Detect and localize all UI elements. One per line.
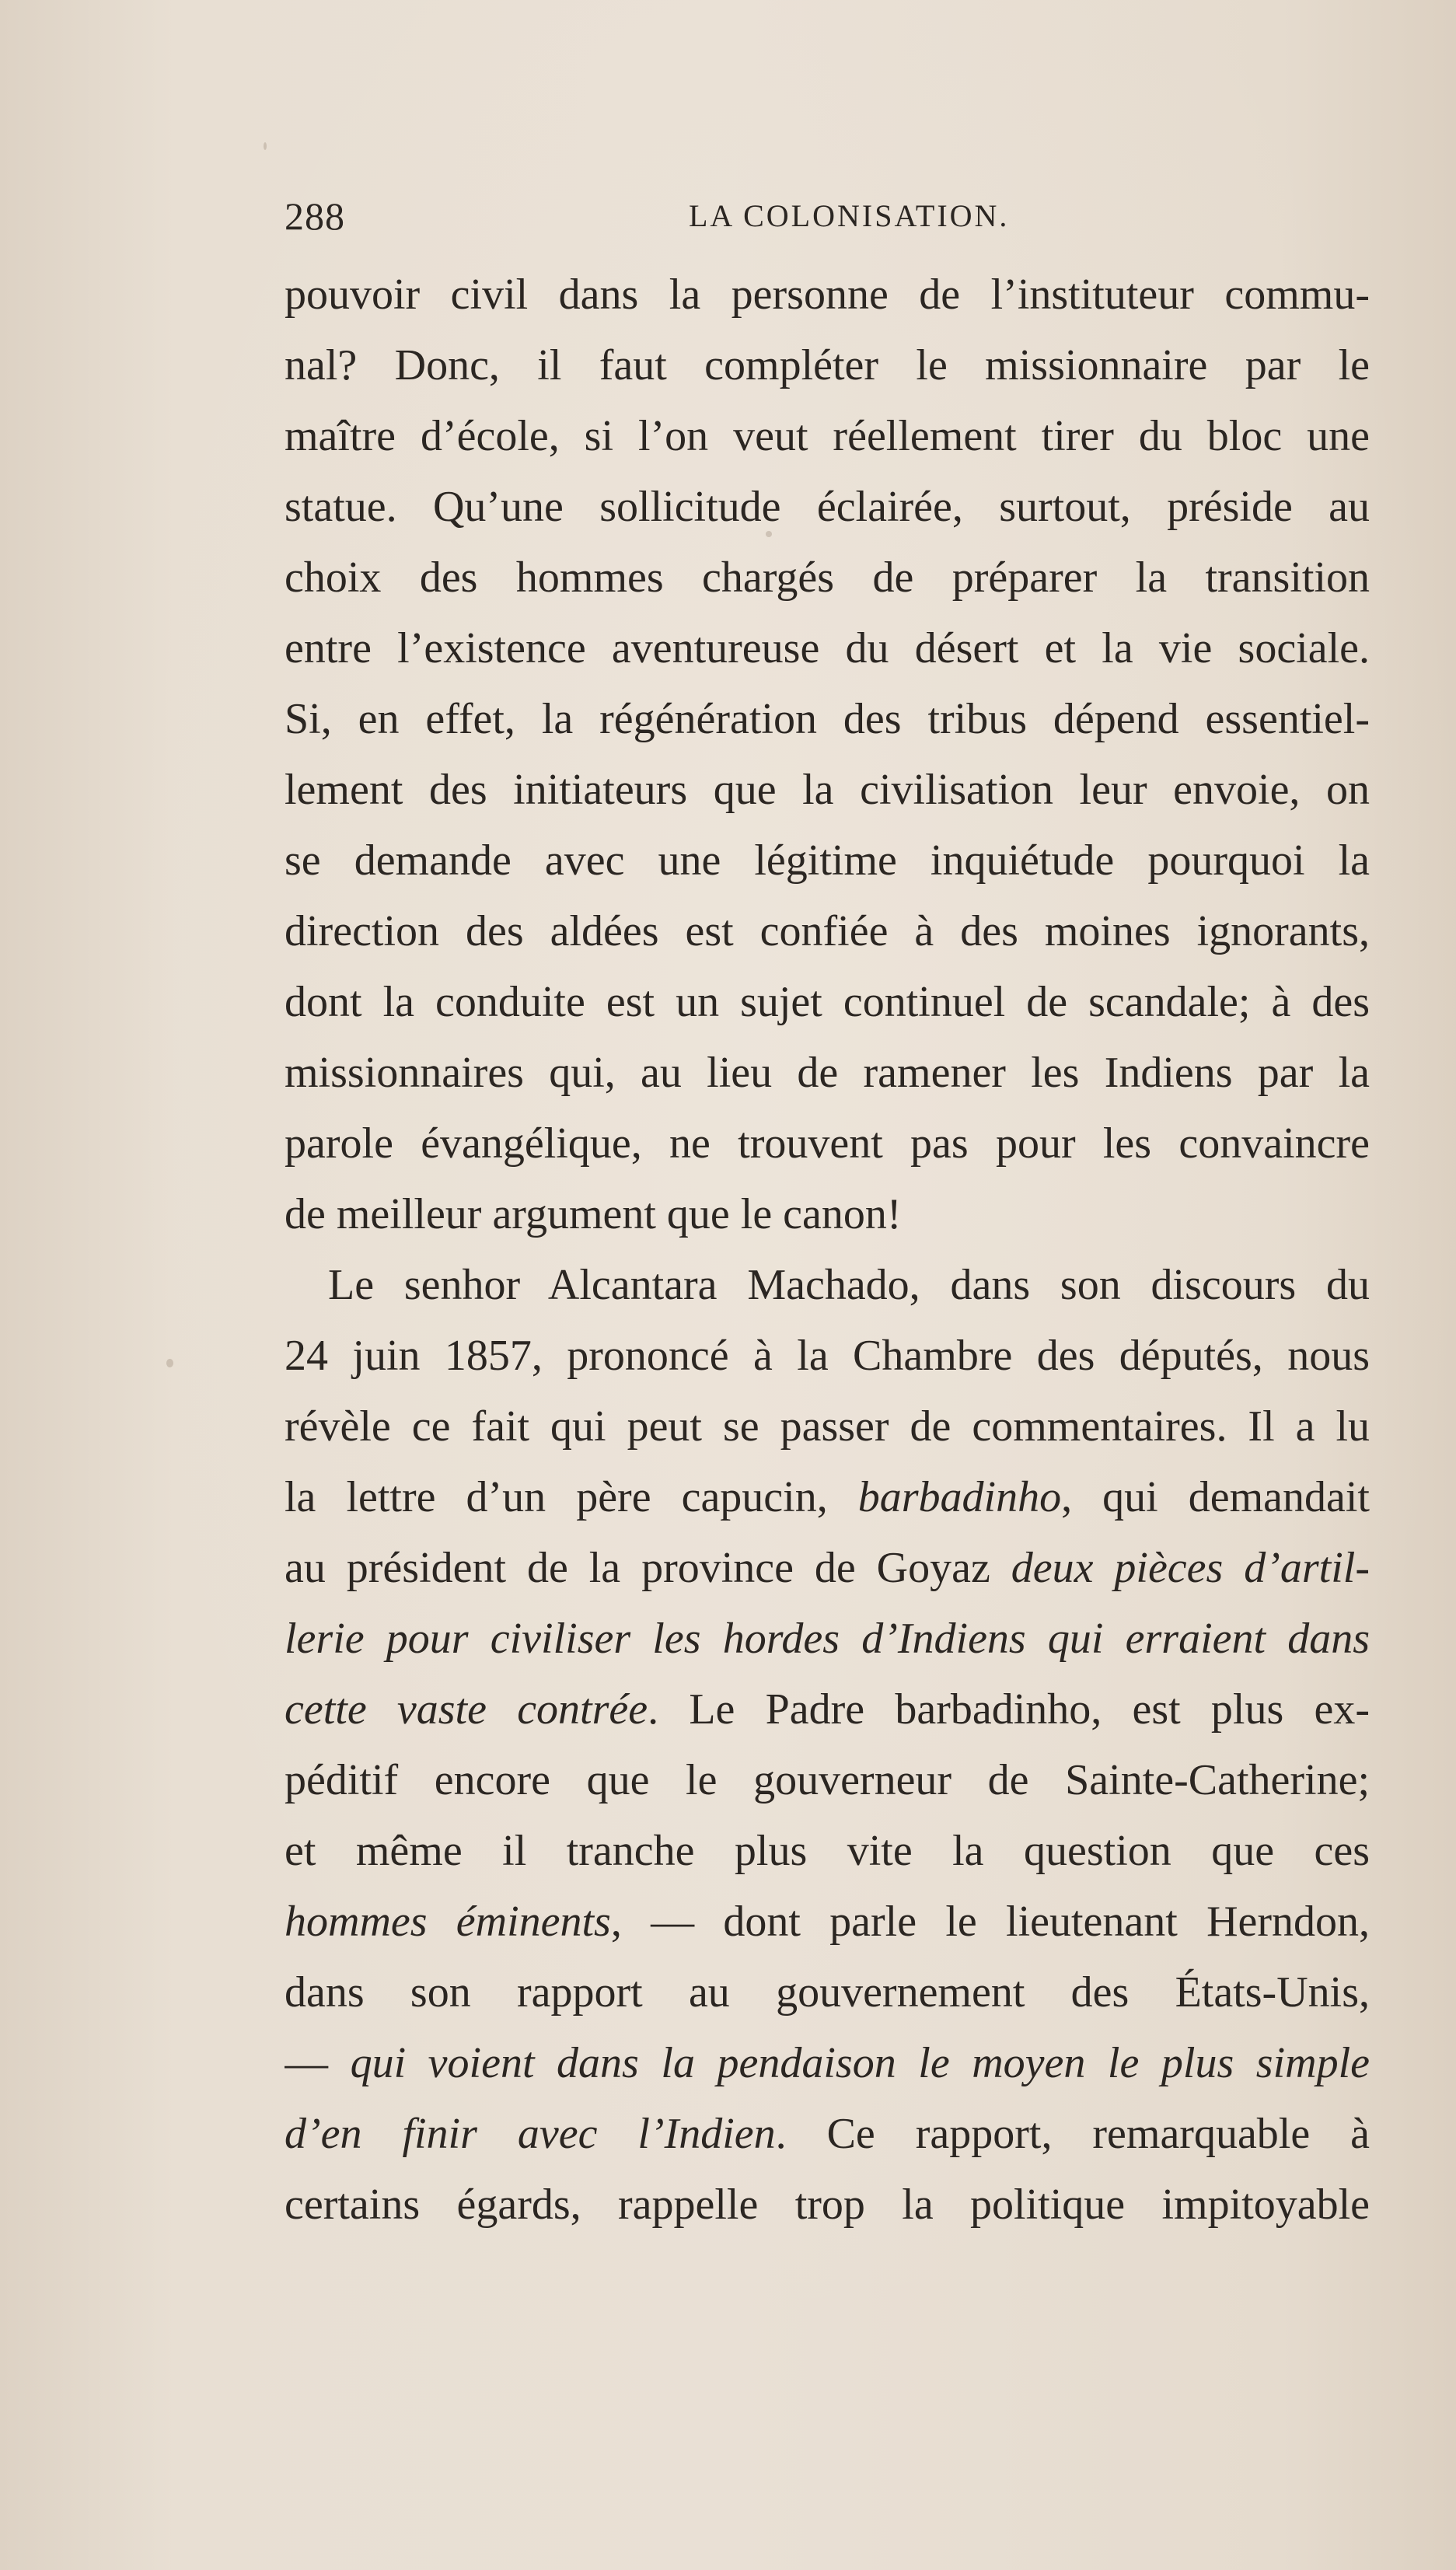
text-line: au président de la province de Goyaz deux pièces d’artil- xyxy=(285,1544,1370,1592)
text-line: statue. Qu’une sollicitude éclairée, surtout, préside au xyxy=(285,483,1370,531)
page-header xyxy=(285,189,1370,243)
text-line: lerie pour civiliser les hordes d’Indiens qui erraient dans xyxy=(285,1615,1370,1663)
text-line: choix des hommes chargés de préparer la transition xyxy=(285,553,1370,602)
text-line: 24 juin 1857, prononcé à la Chambre des députés, nous xyxy=(285,1332,1370,1380)
text-line: certains égards, rappelle trop la politique impitoyable xyxy=(285,2181,1370,2229)
text-line: dans son rapport au gouvernement des États-Unis, xyxy=(285,1968,1370,2017)
text-line: péditif encore que le gouverneur de Sainte-Catherine; xyxy=(285,1756,1370,1804)
text-line: de meilleur argument que le canon! xyxy=(285,1190,902,1238)
text-line: hommes éminents, — dont parle le lieutenant Herndon, xyxy=(285,1898,1370,1946)
text-line: direction des aldées est confiée à des moines ignorants, xyxy=(285,907,1370,955)
text-line: maître d’école, si l’on veut réellement tirer du bloc une xyxy=(285,412,1370,460)
text-line: dont la conduite est un sujet continuel de scandale; à des xyxy=(285,978,1370,1026)
text-line: entre l’existence aventureuse du désert et la vie sociale. xyxy=(285,624,1370,672)
text-line: Le senhor Alcantara Machado, dans son discours du xyxy=(328,1261,1370,1309)
text-line: pouvoir civil dans la personne de l’instituteur commu- xyxy=(285,271,1370,319)
text-line: missionnaires qui, au lieu de ramener les Indiens par la xyxy=(285,1049,1370,1097)
text-line: cette vaste contrée. Le Padre barbadinho, est plus ex- xyxy=(285,1685,1370,1734)
page-number: 288 xyxy=(285,194,345,238)
ink-speck xyxy=(166,1359,173,1367)
text-line: nal? Donc, il faut compléter le missionnaire par le xyxy=(285,341,1370,389)
text-line: et même il tranche plus vite la question que ces xyxy=(285,1827,1370,1875)
text-line: Si, en effet, la régénération des tribus dépend essentiel- xyxy=(285,695,1370,743)
body-text xyxy=(285,260,1370,2240)
text-line: — qui voient dans la pendaison le moyen le plus simple xyxy=(285,2039,1370,2087)
running-head: LA COLONISATION. xyxy=(689,198,1010,233)
text-line: d’en finir avec l’Indien. Ce rapport, remarquable à xyxy=(285,2110,1370,2158)
text-line: la lettre d’un père capucin, barbadinho, qui demandait xyxy=(285,1473,1370,1521)
ink-speck xyxy=(264,142,267,150)
text-line: révèle ce fait qui peut se passer de commentaires. Il a lu xyxy=(285,1402,1370,1451)
text-line: parole évangélique, ne trouvent pas pour les convaincre xyxy=(285,1119,1370,1168)
text-line: se demande avec une légitime inquiétude pourquoi la xyxy=(285,836,1370,885)
text-line: lement des initiateurs que la civilisation leur envoie, on xyxy=(285,766,1370,814)
